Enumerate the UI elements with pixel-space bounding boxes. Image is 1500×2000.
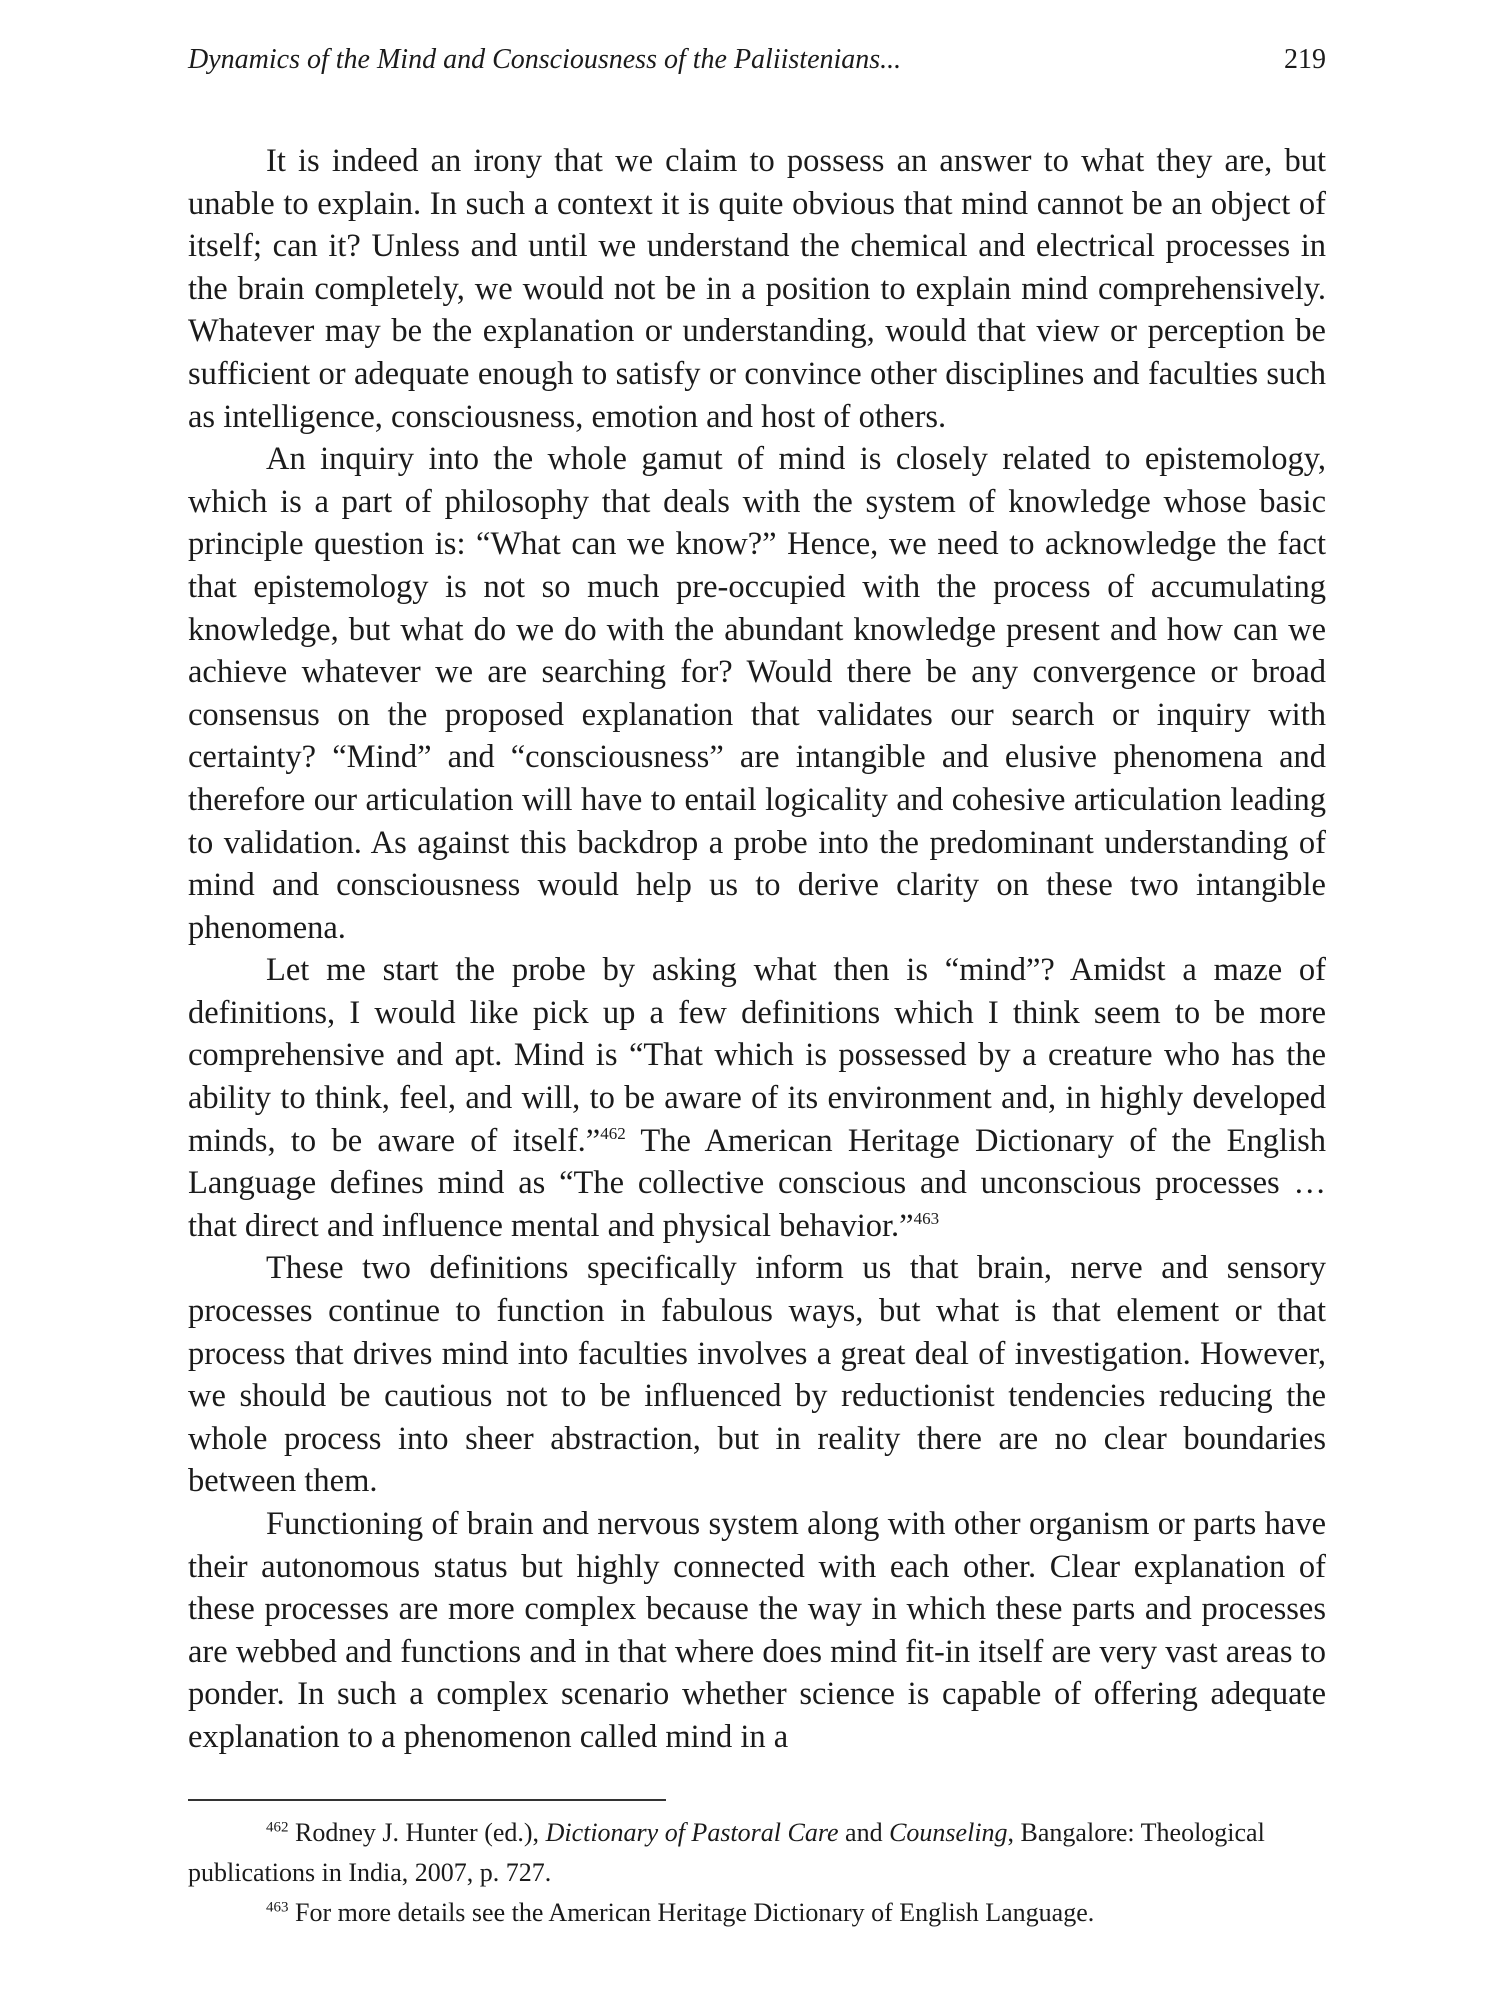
page-number: 219 <box>1284 44 1326 75</box>
running-header <box>188 40 1326 88</box>
paragraph-3-text-b: The American Heritage Dictionary of the English Language defines mind as “The collective conscious and unconscious processes … that direct and influence mental and physical behavior.” <box>188 1122 1326 1244</box>
footnote-divider <box>188 1799 666 1801</box>
footnote-title-italic: Dictionary of Pastoral Care <box>545 1817 839 1847</box>
footnote-462 <box>188 1813 1326 1893</box>
footnotes <box>188 1813 1326 1933</box>
paragraph-4: These two definitions specifically inform us that brain, nerve and sensory processes continue to function in fabulous ways, but what is that element or that process that drives mind into faculties involves a great deal of investigation. However, we should be cautious not to be influenced by reductionist tendencies reducing the whole process into sheer abstraction, but in reality there are no clear boundaries between them. <box>188 1250 1326 1500</box>
paragraph-3-text-a: Let me start the probe by asking what then is “mind”? Amidst a maze of definitions, I would like pick up a few definitions which I think seem to be more comprehensive and apt. Mind is “That which is possessed by a creature who has the ability to think, feel, and will, to be aware of its environment and, in highly developed minds, to be aware of itself.” <box>188 952 1326 1159</box>
footnote-number: 462 <box>266 1818 289 1835</box>
paragraph-3 <box>188 949 1326 1247</box>
footnote-text: , Bangalore: Theological publications in India, 2007, p. 727. <box>188 1817 1265 1887</box>
footnote-ref-462: 462 <box>600 1123 626 1143</box>
body-text <box>188 140 1326 1759</box>
book-page <box>188 40 1326 1933</box>
running-title: Dynamics of the Mind and Consciousness of the Paliistenians... <box>188 44 902 75</box>
footnote-text: For more details see the American Heritage Dictionary of English Language. <box>288 1897 1095 1927</box>
footnote-ref-463: 463 <box>913 1209 940 1229</box>
footnote-463 <box>188 1893 1326 1933</box>
paragraph-2: An inquiry into the whole gamut of mind is closely related to epistemology, which is a part of philosophy that deals with the system of knowledge whose basic principle question is: “What can we know?” Hence, we need to acknowledge the fact that epistemology is not so much pre-occupied with the process of accumulating knowledge, but what do we do with the abundant knowledge present and how can we achieve whatever we are searching for? Would there be any convergence or broad consensus on the proposed explanation that validates our search or inquiry with certainty? “Mind” and “consciousness” are intangible and elusive phenomena and therefore our articulation will have to entail logicality and cohesive articulation leading to validation. As against this backdrop a probe into the predominant understanding of mind and consciousness would help us to derive clarity on these two intangible phenomena. <box>188 441 1326 946</box>
footnote-text: Rodney J. Hunter (ed.), <box>288 1817 546 1847</box>
paragraph-5: Functioning of brain and nervous system along with other organism or parts have their autonomous status but highly connected with each other. Clear explanation of these processes are more complex because the way in which these parts and processes are webbed and functions and in that where does mind fit-in itself are very vast areas to ponder. In such a complex scenario whether science is capable of offering adequate explanation to a phenomenon called mind in a <box>188 1506 1326 1755</box>
footnote-title-italic: Counseling <box>889 1817 1008 1847</box>
paragraph-1: It is indeed an irony that we claim to possess an answer to what they are, but unable to explain. In such a context it is quite obvious that mind cannot be an object of itself; can it? Unless and until we understand the chemical and electrical processes in the brain completely, we would not be in a position to explain mind comprehensively. Whatever may be the explanation or understanding, would that view or perception be sufficient or adequate enough to satisfy or convince other disciplines and faculties such as intelligence, consciousness, emotion and host of others. <box>188 143 1326 435</box>
footnote-number: 463 <box>266 1898 289 1915</box>
footnote-text: and <box>838 1817 890 1847</box>
